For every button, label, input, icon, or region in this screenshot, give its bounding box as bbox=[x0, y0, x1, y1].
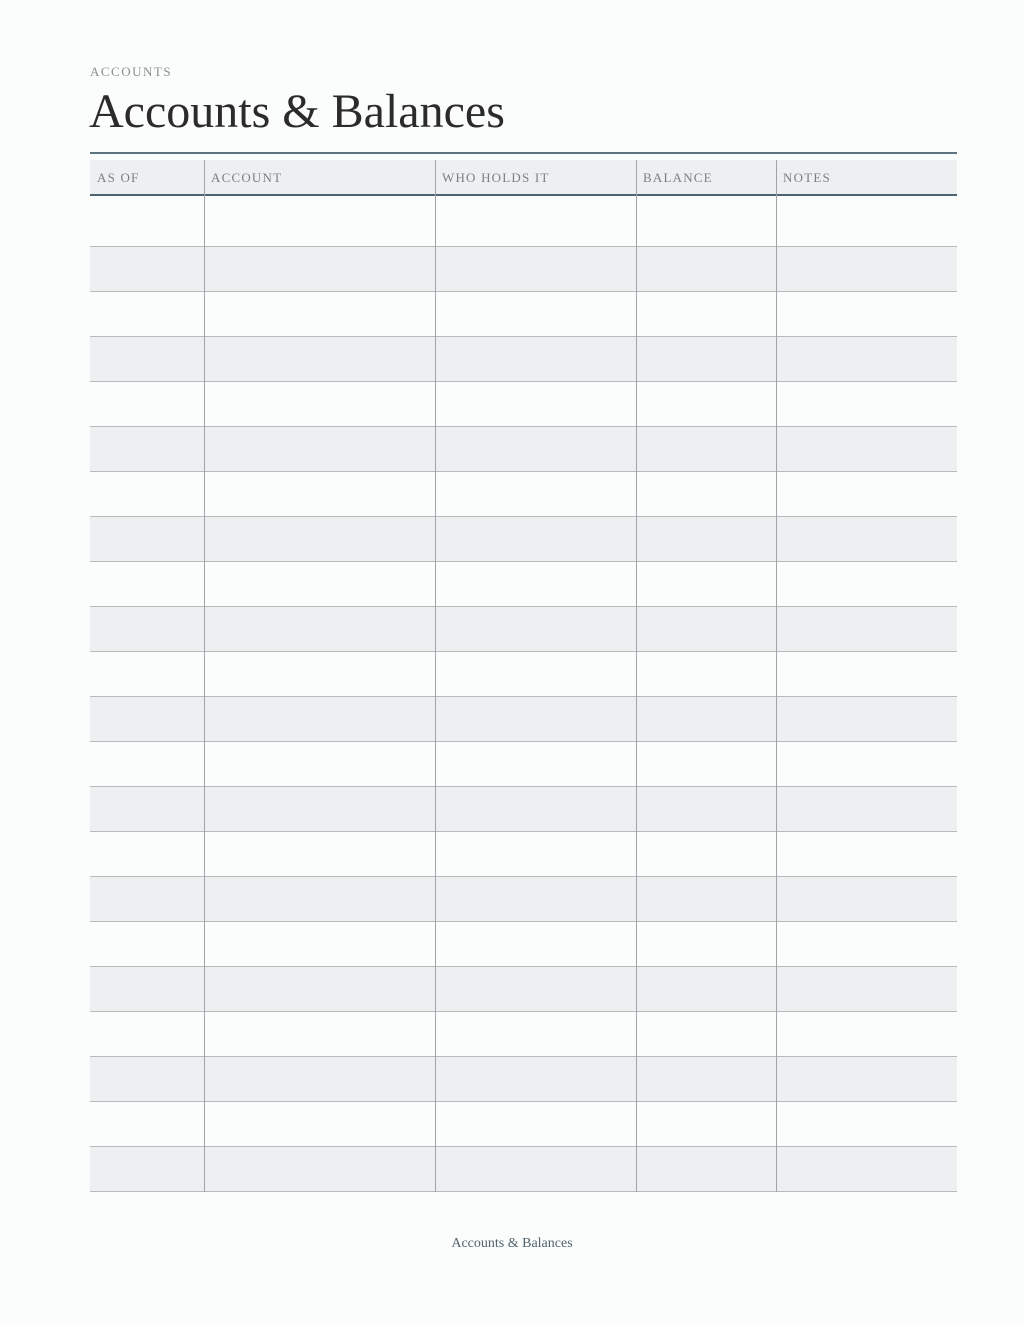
cell-notes[interactable] bbox=[776, 562, 957, 606]
cell-account[interactable] bbox=[204, 1102, 435, 1146]
cell-notes[interactable] bbox=[776, 1147, 957, 1191]
table-row bbox=[90, 382, 957, 427]
cell-as-of[interactable] bbox=[90, 1102, 204, 1146]
cell-who-holds-it[interactable] bbox=[435, 472, 636, 516]
cell-notes[interactable] bbox=[776, 427, 957, 471]
cell-account[interactable] bbox=[204, 742, 435, 786]
cell-balance[interactable] bbox=[636, 967, 776, 1011]
cell-account[interactable] bbox=[204, 472, 435, 516]
table-body bbox=[90, 202, 957, 1192]
cell-notes[interactable] bbox=[776, 652, 957, 696]
cell-notes[interactable] bbox=[776, 202, 957, 246]
column-divider bbox=[204, 160, 205, 1192]
cell-who-holds-it[interactable] bbox=[435, 1012, 636, 1056]
cell-notes[interactable] bbox=[776, 832, 957, 876]
column-divider bbox=[636, 160, 637, 1192]
cell-notes[interactable] bbox=[776, 472, 957, 516]
cell-account[interactable] bbox=[204, 652, 435, 696]
cell-balance[interactable] bbox=[636, 742, 776, 786]
cell-notes[interactable] bbox=[776, 967, 957, 1011]
cell-balance[interactable] bbox=[636, 832, 776, 876]
cell-account[interactable] bbox=[204, 1012, 435, 1056]
cell-account[interactable] bbox=[204, 427, 435, 471]
cell-account[interactable] bbox=[204, 697, 435, 741]
cell-balance[interactable] bbox=[636, 202, 776, 246]
table-row bbox=[90, 472, 957, 517]
cell-as-of[interactable] bbox=[90, 832, 204, 876]
cell-balance[interactable] bbox=[636, 292, 776, 336]
section-label: ACCOUNTS bbox=[90, 64, 173, 79]
cell-notes[interactable] bbox=[776, 787, 957, 831]
cell-account[interactable] bbox=[204, 337, 435, 381]
cell-balance[interactable] bbox=[636, 877, 776, 921]
cell-account[interactable] bbox=[204, 607, 435, 651]
cell-notes[interactable] bbox=[776, 337, 957, 381]
accounts-table bbox=[90, 160, 957, 1192]
table-row bbox=[90, 1057, 957, 1102]
cell-account[interactable] bbox=[204, 877, 435, 921]
cell-as-of[interactable] bbox=[90, 787, 204, 831]
cell-balance[interactable] bbox=[636, 922, 776, 966]
cell-balance[interactable] bbox=[636, 1102, 776, 1146]
cell-account[interactable] bbox=[204, 517, 435, 561]
table-row bbox=[90, 427, 957, 472]
table-row bbox=[90, 922, 957, 967]
cell-as-of[interactable] bbox=[90, 967, 204, 1011]
cell-who-holds-it[interactable] bbox=[435, 247, 636, 291]
cell-notes[interactable] bbox=[776, 877, 957, 921]
cell-as-of[interactable] bbox=[90, 1147, 204, 1191]
cell-account[interactable] bbox=[204, 562, 435, 606]
cell-balance[interactable] bbox=[636, 697, 776, 741]
cell-account[interactable] bbox=[204, 922, 435, 966]
cell-notes[interactable] bbox=[776, 292, 957, 336]
cell-as-of[interactable] bbox=[90, 562, 204, 606]
cell-who-holds-it[interactable] bbox=[435, 202, 636, 246]
cell-who-holds-it[interactable] bbox=[435, 652, 636, 696]
cell-who-holds-it[interactable] bbox=[435, 292, 636, 336]
table-row bbox=[90, 517, 957, 562]
cell-who-holds-it[interactable] bbox=[435, 1057, 636, 1101]
cell-balance[interactable] bbox=[636, 382, 776, 426]
table-row bbox=[90, 292, 957, 337]
cell-who-holds-it[interactable] bbox=[435, 967, 636, 1011]
table-row bbox=[90, 787, 957, 832]
cell-balance[interactable] bbox=[636, 787, 776, 831]
cell-account[interactable] bbox=[204, 247, 435, 291]
cell-balance[interactable] bbox=[636, 1012, 776, 1056]
column-divider bbox=[776, 160, 777, 1192]
cell-as-of[interactable] bbox=[90, 517, 204, 561]
cell-as-of[interactable] bbox=[90, 697, 204, 741]
cell-balance[interactable] bbox=[636, 517, 776, 561]
cell-who-holds-it[interactable] bbox=[435, 427, 636, 471]
column-header-account: ACCOUNT bbox=[211, 170, 283, 185]
table-row bbox=[90, 832, 957, 877]
cell-who-holds-it[interactable] bbox=[435, 607, 636, 651]
cell-notes[interactable] bbox=[776, 1012, 957, 1056]
cell-balance[interactable] bbox=[636, 247, 776, 291]
cell-as-of[interactable] bbox=[90, 427, 204, 471]
cell-notes[interactable] bbox=[776, 1102, 957, 1146]
table-row bbox=[90, 877, 957, 922]
cell-as-of[interactable] bbox=[90, 607, 204, 651]
cell-balance[interactable] bbox=[636, 562, 776, 606]
column-header-balance: BALANCE bbox=[643, 170, 713, 185]
cell-balance[interactable] bbox=[636, 607, 776, 651]
cell-who-holds-it[interactable] bbox=[435, 517, 636, 561]
cell-who-holds-it[interactable] bbox=[435, 832, 636, 876]
cell-who-holds-it[interactable] bbox=[435, 742, 636, 786]
cell-who-holds-it[interactable] bbox=[435, 337, 636, 381]
cell-as-of[interactable] bbox=[90, 1012, 204, 1056]
table-row bbox=[90, 967, 957, 1012]
cell-who-holds-it[interactable] bbox=[435, 922, 636, 966]
table-row bbox=[90, 1102, 957, 1147]
cell-account[interactable] bbox=[204, 787, 435, 831]
table-row bbox=[90, 562, 957, 607]
cell-account[interactable] bbox=[204, 1057, 435, 1101]
cell-account[interactable] bbox=[204, 832, 435, 876]
cell-notes[interactable] bbox=[776, 517, 957, 561]
table-row bbox=[90, 1012, 957, 1057]
table-row bbox=[90, 247, 957, 292]
cell-as-of[interactable] bbox=[90, 247, 204, 291]
cell-who-holds-it[interactable] bbox=[435, 562, 636, 606]
cell-balance[interactable] bbox=[636, 427, 776, 471]
cell-notes[interactable] bbox=[776, 697, 957, 741]
cell-who-holds-it[interactable] bbox=[435, 787, 636, 831]
cell-as-of[interactable] bbox=[90, 382, 204, 426]
cell-notes[interactable] bbox=[776, 1057, 957, 1101]
cell-account[interactable] bbox=[204, 292, 435, 336]
cell-as-of[interactable] bbox=[90, 202, 204, 246]
page-title: Accounts & Balances bbox=[89, 85, 505, 138]
cell-as-of[interactable] bbox=[90, 652, 204, 696]
cell-balance[interactable] bbox=[636, 652, 776, 696]
title-rule bbox=[90, 152, 957, 154]
cell-as-of[interactable] bbox=[90, 472, 204, 516]
table-row bbox=[90, 652, 957, 697]
cell-notes[interactable] bbox=[776, 742, 957, 786]
cell-who-holds-it[interactable] bbox=[435, 877, 636, 921]
table-header-row bbox=[90, 160, 957, 196]
column-header-notes: NOTES bbox=[783, 170, 831, 185]
cell-balance[interactable] bbox=[636, 472, 776, 516]
cell-as-of[interactable] bbox=[90, 292, 204, 336]
cell-as-of[interactable] bbox=[90, 877, 204, 921]
column-header-who-holds-it: WHO HOLDS IT bbox=[442, 170, 550, 185]
table-row bbox=[90, 202, 957, 247]
cell-as-of[interactable] bbox=[90, 337, 204, 381]
table-row bbox=[90, 742, 957, 787]
cell-balance[interactable] bbox=[636, 1147, 776, 1191]
cell-who-holds-it[interactable] bbox=[435, 1102, 636, 1146]
cell-account[interactable] bbox=[204, 1147, 435, 1191]
cell-who-holds-it[interactable] bbox=[435, 697, 636, 741]
cell-account[interactable] bbox=[204, 967, 435, 1011]
cell-notes[interactable] bbox=[776, 247, 957, 291]
cell-who-holds-it[interactable] bbox=[435, 382, 636, 426]
page-footer: Accounts & Balances bbox=[451, 1236, 573, 1251]
cell-notes[interactable] bbox=[776, 607, 957, 651]
cell-as-of[interactable] bbox=[90, 922, 204, 966]
table-row bbox=[90, 697, 957, 742]
table-row bbox=[90, 1147, 957, 1192]
table-row bbox=[90, 607, 957, 652]
cell-as-of[interactable] bbox=[90, 1057, 204, 1101]
cell-notes[interactable] bbox=[776, 382, 957, 426]
cell-as-of[interactable] bbox=[90, 742, 204, 786]
cell-notes[interactable] bbox=[776, 922, 957, 966]
cell-who-holds-it[interactable] bbox=[435, 1147, 636, 1191]
cell-balance[interactable] bbox=[636, 337, 776, 381]
table-row bbox=[90, 337, 957, 382]
cell-account[interactable] bbox=[204, 202, 435, 246]
column-divider bbox=[435, 160, 436, 1192]
cell-account[interactable] bbox=[204, 382, 435, 426]
cell-balance[interactable] bbox=[636, 1057, 776, 1101]
column-header-as-of: AS OF bbox=[97, 170, 140, 185]
